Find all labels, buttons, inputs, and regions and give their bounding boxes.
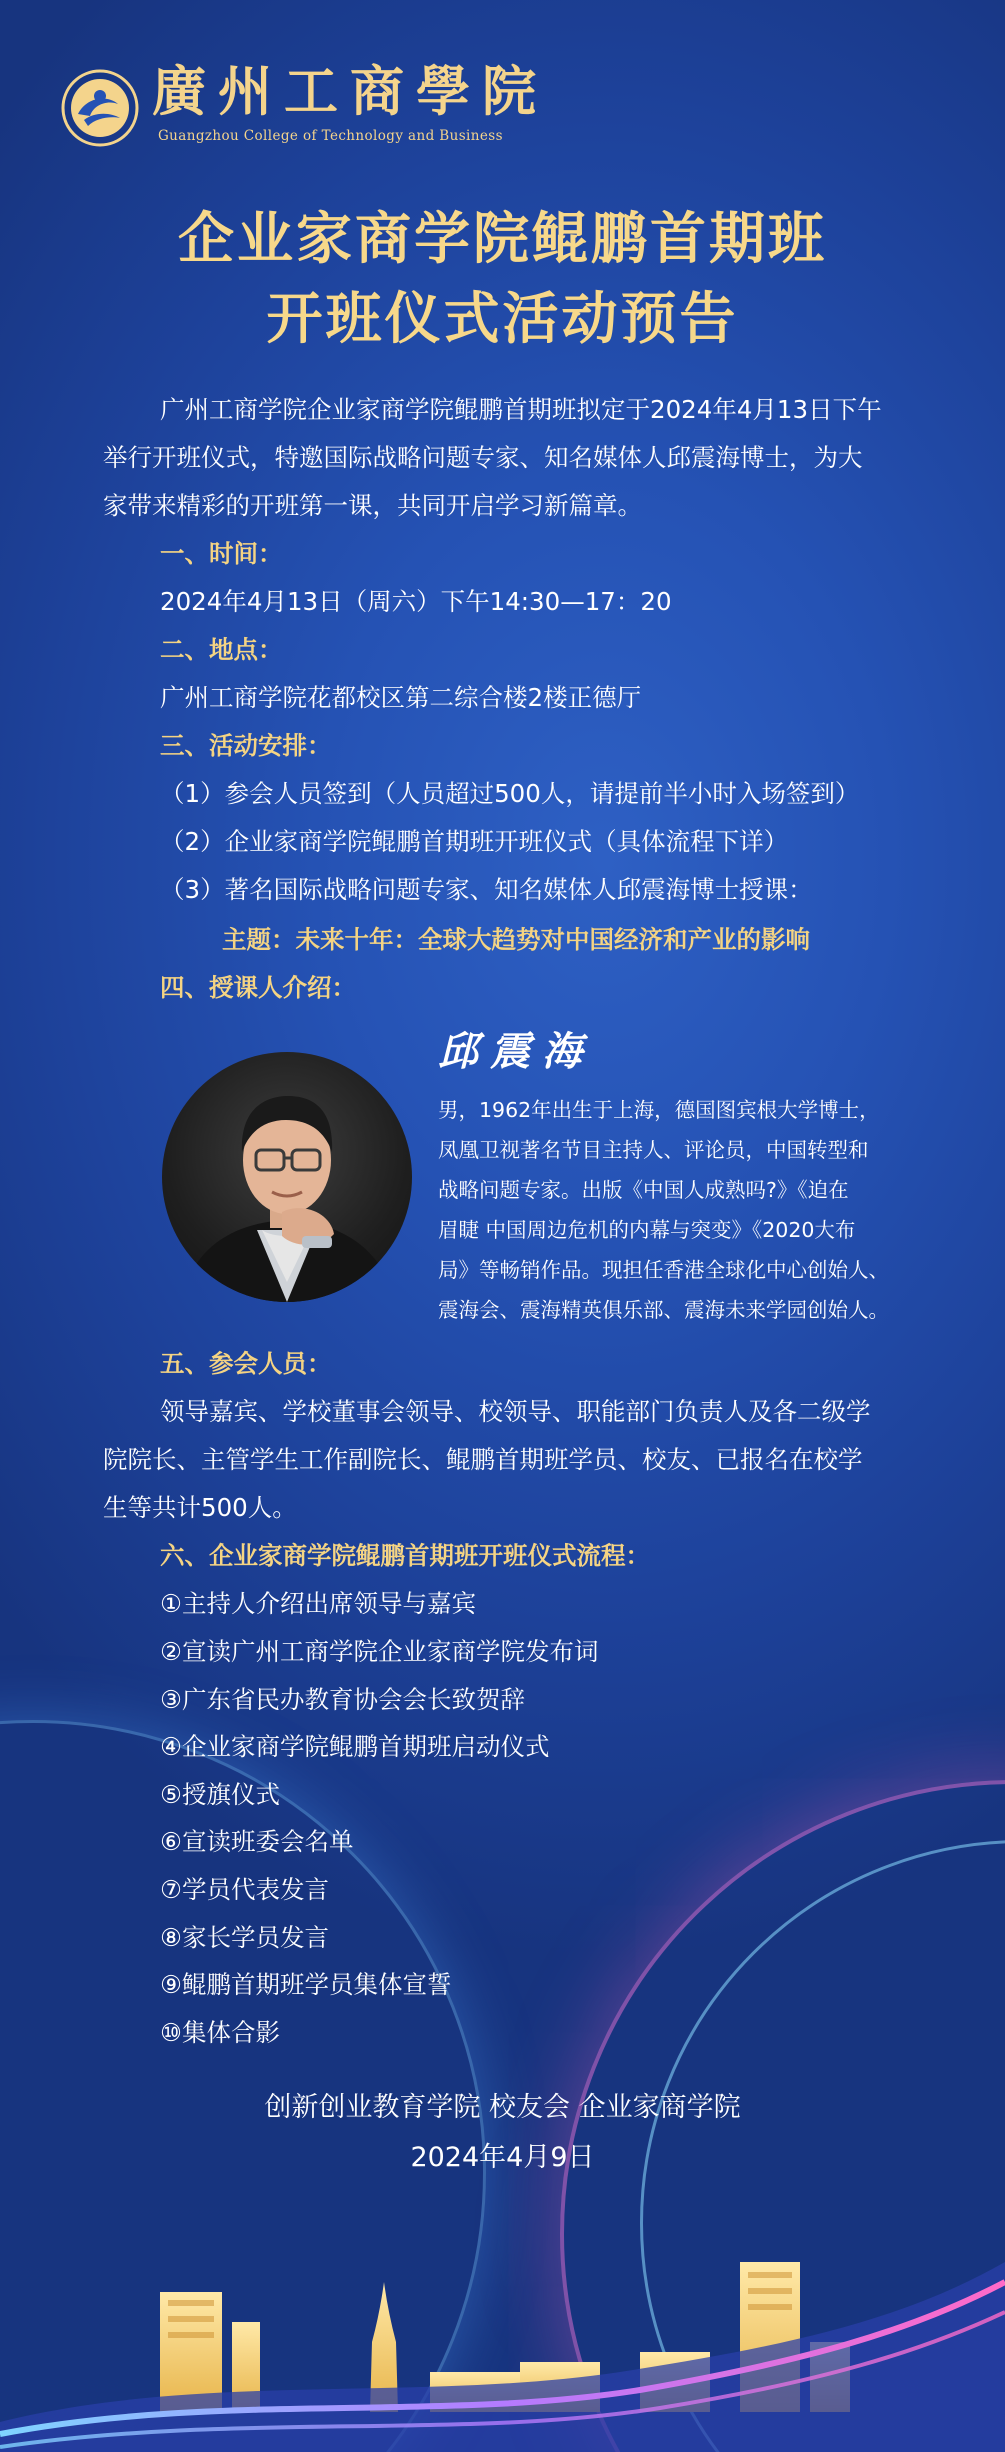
attendees-line3: 生等共计500人。 — [103, 1493, 297, 1522]
process-item: ③广东省民办教育协会会长致贺辞 — [160, 1685, 525, 1714]
campus-skyline-illustration — [0, 2172, 1005, 2452]
section-place-value: 广州工商学院花都校区第二综合楼2楼正德厅 — [160, 683, 642, 712]
speaker-name: 邱震海 — [438, 1028, 594, 1075]
process-item: ④企业家商学院鲲鹏首期班启动仪式 — [160, 1732, 550, 1761]
process-item: ⑨鲲鹏首期班学员集体宣誓 — [160, 1970, 452, 1999]
section-time-heading: 一、时间： — [160, 539, 283, 568]
speaker-bio-line: 眉睫 中国周边危机的内幕与突变》《2020大布 — [438, 1218, 856, 1242]
speaker-bio-line: 男，1962年出生于上海，德国图宾根大学博士， — [438, 1098, 880, 1122]
section-attendees-heading: 五、参会人员： — [160, 1349, 332, 1378]
college-emblem-icon — [60, 68, 140, 148]
lecture-theme: 主题：未来十年：全球大趋势对中国经济和产业的影响 — [222, 925, 810, 954]
speaker-bio-line: 战略问题专家。出版《中国人成熟吗?》《迫在 — [438, 1178, 849, 1202]
speaker-bio-line: 凤凰卫视著名节目主持人、评论员，中国转型和 — [438, 1138, 869, 1162]
attendees-line2: 院院长、主管学生工作副院长、鲲鹏首期班学员、校友、已报名在校学 — [103, 1445, 863, 1474]
process-item: ⑥宣读班委会名单 — [160, 1827, 354, 1856]
process-item: ⑩集体合影 — [160, 2018, 280, 2047]
intro-line3: 家带来精彩的开班第一课，共同开启学习新篇章。 — [103, 491, 642, 520]
process-item: ⑤授旗仪式 — [160, 1780, 280, 1809]
section-place-heading: 二、地点： — [160, 635, 283, 664]
arrangement-item: （2）企业家商学院鲲鹏首期班开班仪式（具体流程下详） — [160, 827, 789, 856]
poster-title-line2: 开班仪式活动预告 — [266, 287, 739, 352]
issue-date: 2024年4月9日 — [410, 2142, 595, 2173]
process-item: ②宣读广州工商学院企业家商学院发布词 — [160, 1637, 599, 1666]
section-time-value: 2024年4月13日（周六）下午14:30—17：20 — [160, 587, 672, 616]
poster-title-line1: 企业家商学院鲲鹏首期班 — [178, 207, 827, 272]
speaker-bio-line: 震海会、震海精英俱乐部、震海未来学园创始人。 — [438, 1298, 889, 1322]
speaker-bio-line: 局》等畅销作品。现担任香港全球化中心创始人、 — [438, 1258, 889, 1282]
section-speaker-heading: 四、授课人介绍： — [160, 973, 356, 1002]
section-process-heading: 六、企业家商学院鲲鹏首期班开班仪式流程： — [160, 1541, 650, 1570]
school-name: 廣州工商學院 — [152, 59, 548, 123]
section-arrangement-heading: 三、活动安排： — [160, 731, 332, 760]
intro-line1: 广州工商学院企业家商学院鲲鹏首期班拟定于2024年4月13日下午 — [160, 395, 882, 424]
intro-line2: 举行开班仪式，特邀国际战略问题专家、知名媒体人邱震海博士，为大 — [103, 443, 863, 472]
process-item: ①主持人介绍出席领导与嘉宾 — [160, 1589, 476, 1618]
process-item: ⑦学员代表发言 — [160, 1875, 329, 1904]
arrangement-item: （3）著名国际战略问题专家、知名媒体人邱震海博士授课： — [160, 875, 813, 904]
school-name-en: Guangzhou College of Technology and Business — [158, 128, 503, 144]
organizers: 创新创业教育学院 校友会 企业家商学院 — [264, 2092, 741, 2123]
attendees-line1: 领导嘉宾、学校董事会领导、校领导、职能部门负责人及各二级学 — [160, 1397, 871, 1426]
speaker-portrait — [162, 1052, 412, 1302]
arrangement-item: （1）参会人员签到（人员超过500人，请提前半小时入场签到） — [160, 779, 860, 808]
process-item: ⑧家长学员发言 — [160, 1923, 329, 1952]
